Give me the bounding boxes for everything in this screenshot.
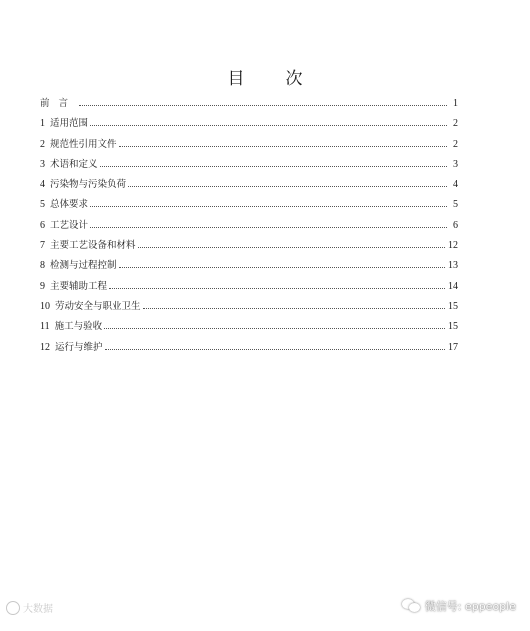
toc-entry[interactable] bbox=[40, 114, 458, 134]
toc-entry[interactable] bbox=[40, 135, 458, 155]
toc-page-number: 15 bbox=[448, 300, 458, 312]
toc-entry-number: 9 bbox=[40, 280, 45, 292]
toc-entry-text: 术语和定义 bbox=[50, 158, 98, 170]
toc-leader-dots bbox=[90, 226, 447, 228]
weibo-watermark-text: 大数据 bbox=[23, 604, 53, 615]
toc-entry-text: 检测与过程控制 bbox=[50, 260, 117, 272]
table-of-contents bbox=[40, 94, 458, 358]
toc-entry-text: 主要工艺设备和材料 bbox=[50, 240, 136, 252]
toc-entry-preface[interactable] bbox=[40, 94, 458, 114]
toc-entry-text: 适用范围 bbox=[50, 118, 89, 130]
toc-entry[interactable] bbox=[40, 256, 458, 276]
toc-entry-number: 4 bbox=[40, 179, 45, 191]
toc-leader-dots bbox=[128, 185, 447, 187]
toc-page-number: 2 bbox=[453, 138, 458, 150]
toc-page-number: 6 bbox=[453, 219, 458, 231]
toc-leader-dots bbox=[143, 307, 445, 309]
toc-entry-number: 10 bbox=[40, 300, 50, 312]
toc-leader-dots bbox=[104, 327, 445, 329]
toc-entry-text: 劳动安全与职业卫生 bbox=[55, 300, 141, 312]
toc-page-number: 13 bbox=[448, 260, 458, 272]
toc-entry-number: 12 bbox=[40, 341, 50, 353]
toc-entry-text: 总体要求 bbox=[50, 199, 89, 211]
toc-leader-dots bbox=[138, 246, 445, 248]
toc-page-number: 3 bbox=[453, 158, 458, 170]
toc-entry[interactable] bbox=[40, 297, 458, 317]
weibo-logo-icon bbox=[6, 601, 20, 615]
toc-entry[interactable] bbox=[40, 338, 458, 358]
toc-leader-dots bbox=[79, 104, 447, 106]
page-title: 目 次 bbox=[227, 69, 315, 89]
toc-entry-number: 1 bbox=[40, 118, 45, 130]
toc-leader-dots bbox=[90, 124, 447, 126]
toc-entry[interactable] bbox=[40, 155, 458, 175]
toc-page-number: 1 bbox=[453, 98, 458, 109]
toc-entry-number: 3 bbox=[40, 158, 45, 170]
toc-entry-number: 11 bbox=[40, 321, 50, 333]
toc-entry[interactable] bbox=[40, 216, 458, 236]
toc-page-number: 15 bbox=[448, 321, 458, 333]
toc-entry[interactable] bbox=[40, 277, 458, 297]
toc-page-number: 14 bbox=[448, 280, 458, 292]
toc-entry[interactable] bbox=[40, 195, 458, 215]
wechat-watermark bbox=[402, 598, 516, 614]
toc-entry-text: 工艺设计 bbox=[50, 219, 89, 231]
toc-entry-text: 污染物与污染负荷 bbox=[50, 179, 127, 191]
toc-entry[interactable] bbox=[40, 236, 458, 256]
toc-leader-dots bbox=[105, 348, 445, 350]
toc-leader-dots bbox=[119, 266, 445, 268]
toc-page-number: 12 bbox=[448, 240, 458, 252]
toc-entry-text: 运行与维护 bbox=[55, 341, 103, 353]
toc-page-number: 4 bbox=[453, 179, 458, 191]
toc-leader-dots bbox=[100, 165, 447, 167]
toc-entry-text: 规范性引用文件 bbox=[50, 138, 117, 150]
toc-page-number: 5 bbox=[453, 199, 458, 211]
toc-entry-text: 施工与验收 bbox=[54, 321, 103, 333]
toc-entry-number: 5 bbox=[40, 199, 45, 211]
toc-entry-number: 2 bbox=[40, 138, 45, 150]
toc-leader-dots bbox=[119, 145, 447, 147]
toc-leader-dots bbox=[109, 287, 445, 289]
toc-entry-number: 7 bbox=[40, 240, 45, 252]
toc-entry-text: 主要辅助工程 bbox=[50, 280, 108, 292]
toc-page-number: 2 bbox=[453, 118, 458, 130]
wechat-logo-icon bbox=[402, 599, 420, 613]
toc-entry-number: 8 bbox=[40, 260, 45, 272]
toc-entry-number: 6 bbox=[40, 219, 45, 231]
weibo-watermark bbox=[6, 600, 53, 615]
toc-entry[interactable] bbox=[40, 175, 458, 195]
wechat-watermark-text: 微信号: eppeople bbox=[424, 600, 516, 613]
toc-entry-text: 前言 bbox=[40, 98, 78, 109]
toc-entry[interactable] bbox=[40, 317, 458, 337]
toc-page-number: 17 bbox=[448, 341, 458, 353]
toc-leader-dots bbox=[90, 205, 447, 207]
